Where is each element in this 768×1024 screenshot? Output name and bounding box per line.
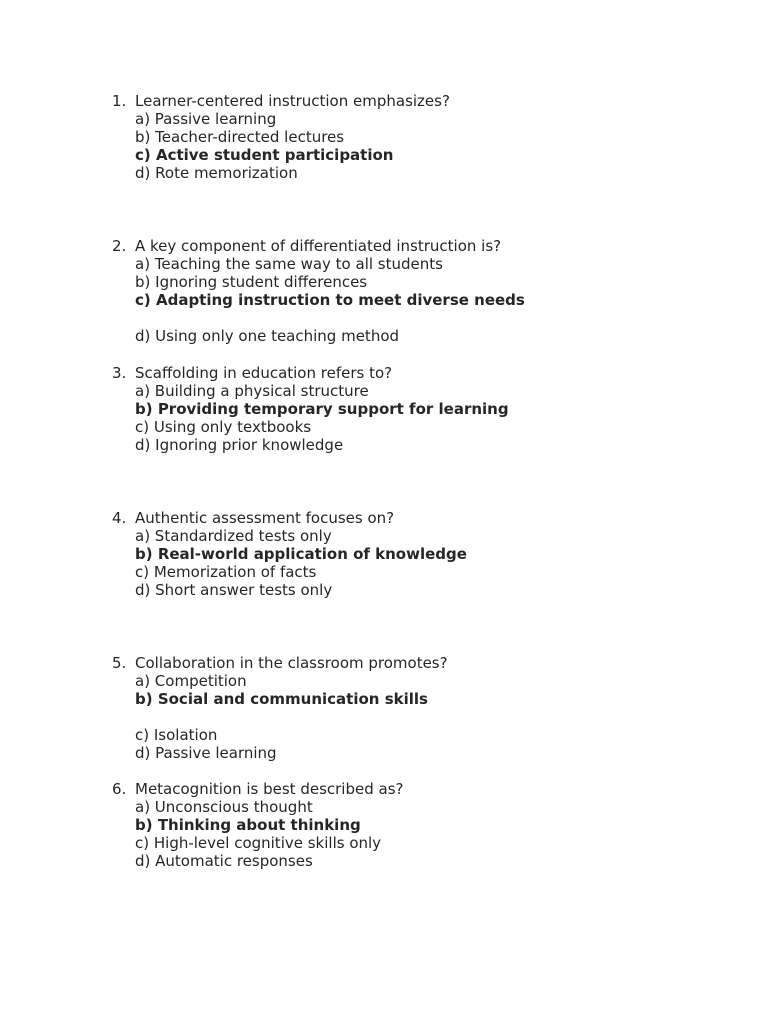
answer-option-b: b) Teacher-directed lectures	[135, 128, 345, 147]
answer-option-a: a) Teaching the same way to all students	[135, 255, 443, 274]
question-number: 3.	[112, 364, 127, 382]
answer-option-b-correct: b) Thinking about thinking	[135, 816, 361, 835]
question-2	[112, 237, 712, 346]
answer-option-c-correct: c) Adapting instruction to meet diverse needs	[135, 291, 525, 310]
answer-option-b-correct: b) Providing temporary support for learning	[135, 400, 509, 419]
question-text: Learner-centered instruction emphasizes?	[135, 92, 450, 110]
question-5	[112, 654, 712, 763]
question-3	[112, 364, 712, 454]
question-text: Metacognition is best described as?	[135, 780, 404, 798]
answer-option-a: a) Unconscious thought	[135, 798, 313, 817]
question-text: Scaffolding in education refers to?	[135, 364, 393, 382]
answer-option-b: b) Ignoring student differences	[135, 273, 368, 292]
question-text: A key component of differentiated instruction is?	[135, 237, 502, 255]
question-text: Authentic assessment focuses on?	[135, 509, 395, 527]
answer-option-c: c) Isolation	[135, 726, 218, 745]
answer-option-d: d) Rote memorization	[135, 164, 298, 183]
question-number: 2.	[112, 237, 127, 255]
question-1	[112, 92, 712, 182]
answer-option-a: a) Building a physical structure	[135, 382, 369, 401]
answer-option-c: c) Memorization of facts	[135, 563, 317, 582]
answer-option-d: d) Short answer tests only	[135, 581, 333, 600]
answer-option-d: d) Automatic responses	[135, 852, 313, 871]
answer-option-a: a) Passive learning	[135, 110, 277, 129]
answer-option-a: a) Standardized tests only	[135, 527, 332, 546]
question-4	[112, 509, 712, 599]
answer-option-a: a) Competition	[135, 672, 247, 691]
answer-option-c: c) High-level cognitive skills only	[135, 834, 382, 853]
answer-option-b-correct: b) Social and communication skills	[135, 690, 428, 709]
answer-option-c: c) Using only textbooks	[135, 418, 312, 437]
answer-option-b-correct: b) Real-world application of knowledge	[135, 545, 467, 564]
answer-option-d: d) Ignoring prior knowledge	[135, 436, 344, 455]
question-number: 4.	[112, 509, 127, 527]
answer-option-c-correct: c) Active student participation	[135, 146, 394, 165]
question-text: Collaboration in the classroom promotes?	[135, 654, 448, 672]
answer-option-d: d) Passive learning	[135, 744, 277, 763]
question-number: 5.	[112, 654, 127, 672]
answer-option-d: d) Using only one teaching method	[135, 327, 400, 346]
question-6	[112, 780, 712, 870]
question-number: 6.	[112, 780, 127, 798]
question-number: 1.	[112, 92, 127, 110]
